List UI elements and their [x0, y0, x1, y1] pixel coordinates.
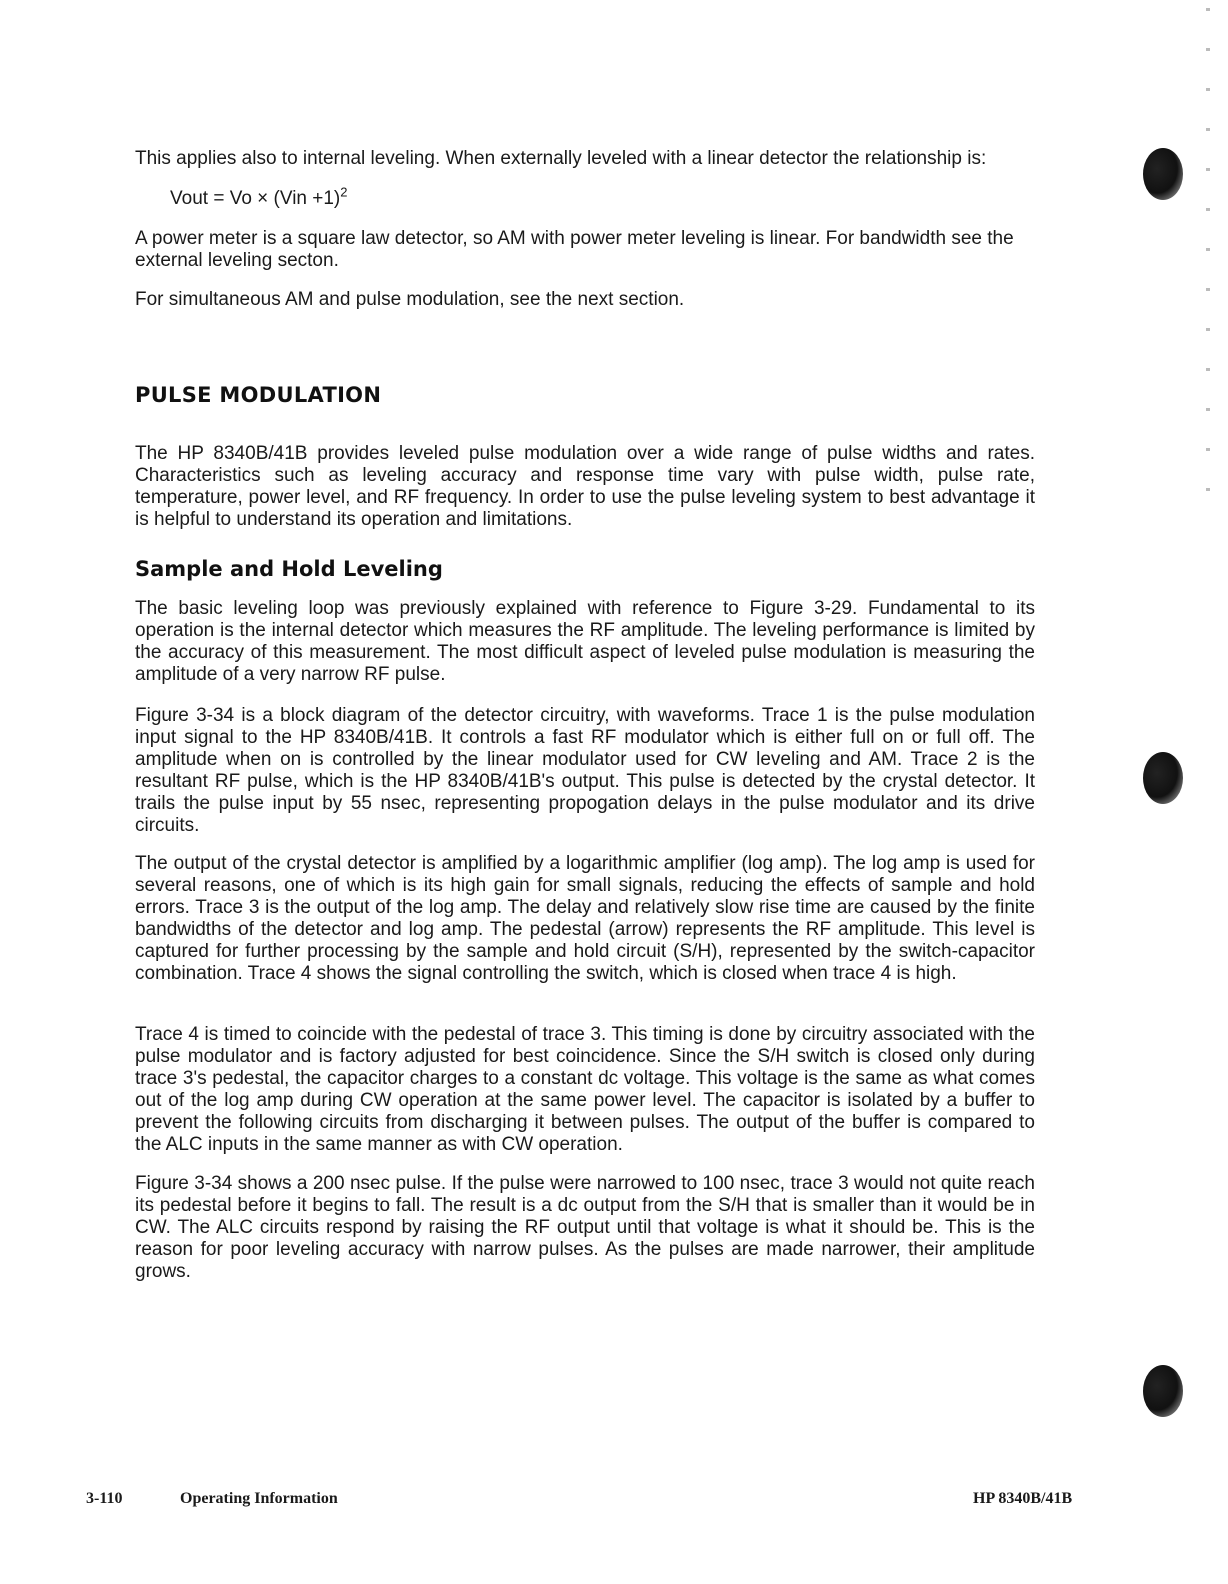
paragraph-narrow-pulse: Figure 3-34 shows a 200 nsec pulse. If the pulse were narrowed to 100 nsec, trace 3 would not quite reach its pedestal before it begins to fall. The result is a dc output from the S/H that is smaller than it would be in CW. The ALC circuits respond by raising the RF output until that voltage is what it should be. This is the reason for poor leveling accuracy with narrow pulses. As the pulses are made narrower, their amplitude grows. [135, 1173, 1035, 1282]
paragraph-trace-timing: Trace 4 is timed to coincide with the pedestal of trace 3. This timing is done by circuitry associated with the pulse modulator and is factory adjusted for best coincidence. Since the S/H switch is closed only during trace 3's pedestal, the capacitor charges to a constant dc voltage. This voltage is the same as what comes out of the log amp during CW operation at the same power level. The capacitor is isolated by a buffer to prevent the following circuits from discharging it between pulses. The output of the buffer is compared to the ALC inputs in the same manner as with CW operation. [135, 1024, 1035, 1155]
paragraph-internal-leveling: This applies also to internal leveling. When externally leveled with a linear detector the relationship is: [135, 148, 987, 169]
paragraph-power-meter: A power meter is a square law detector, so AM with power meter leveling is linear. For bandwidth see the external leveling secton. [135, 228, 1014, 271]
paragraph-log-amp: The output of the crystal detector is amplified by a logarithmic amplifier (log amp). The log amp is used for several reasons, one of which is its high gain for small signals, reducing the effects of sample and hold errors. Trace 3 is the output of the log amp. The delay and relatively slow rise time are caused by the finite bandwidths of the detector and log amp. The pedestal (arrow) represents the RF amplitude. This level is captured for further processing by the sample and hold circuit (S/H), represented by the switch-capacitor combination. Trace 4 shows the signal controlling the switch, which is closed when trace 4 is high. [135, 853, 1035, 984]
footer-chapter: Operating Information [180, 1490, 338, 1507]
footer-page-number: 3-110 [86, 1490, 123, 1507]
equation-vout [170, 184, 348, 210]
punch-hole-middle [1143, 752, 1183, 804]
equation-exponent: 2 [340, 184, 348, 200]
equation-body: Vout = Vo × (Vin +1) [170, 188, 341, 209]
section-heading: PULSE MODULATION [135, 383, 382, 407]
page-edge-mark [1206, 8, 1210, 528]
punch-hole-top [1143, 148, 1183, 200]
footer-model: HP 8340B/41B [973, 1490, 1073, 1507]
paragraph-pulse-intro: The HP 8340B/41B provides leveled pulse modulation over a wide range of pulse widths and rates. Characteristics such as leveling accuracy and response time vary with pulse width, pulse rate, temperature, power level, and RF frequency. In order to use the pulse leveling system to best advantage it is helpful to understand its operation and limitations. [135, 443, 1035, 530]
paragraph-simultaneous-am: For simultaneous AM and pulse modulation, see the next section. [135, 289, 685, 310]
subsection-heading: Sample and Hold Leveling [135, 557, 443, 581]
paragraph-block-diagram: Figure 3-34 is a block diagram of the detector circuitry, with waveforms. Trace 1 is the pulse modulation input signal to the HP 8340B/41B. It controls a fast RF modulator which is either full on or full off. The amplitude when on is controlled by the linear modulator used for CW leveling and AM. Trace 2 is the resultant RF pulse, which is the HP 8340B/41B's output. This pulse is detected by the crystal detector. It trails the pulse input by 55 nsec, representing propogation delays in the pulse modulator and its drive circuits. [135, 705, 1035, 836]
punch-hole-bottom [1143, 1365, 1183, 1417]
paragraph-leveling-loop: The basic leveling loop was previously explained with reference to Figure 3-29. Fundamental to its operation is the internal detector which measures the RF amplitude. The leveling performance is limited by the accuracy of this measurement. The most difficult aspect of leveled pulse modulation is measuring the amplitude of a very narrow RF pulse. [135, 598, 1035, 685]
